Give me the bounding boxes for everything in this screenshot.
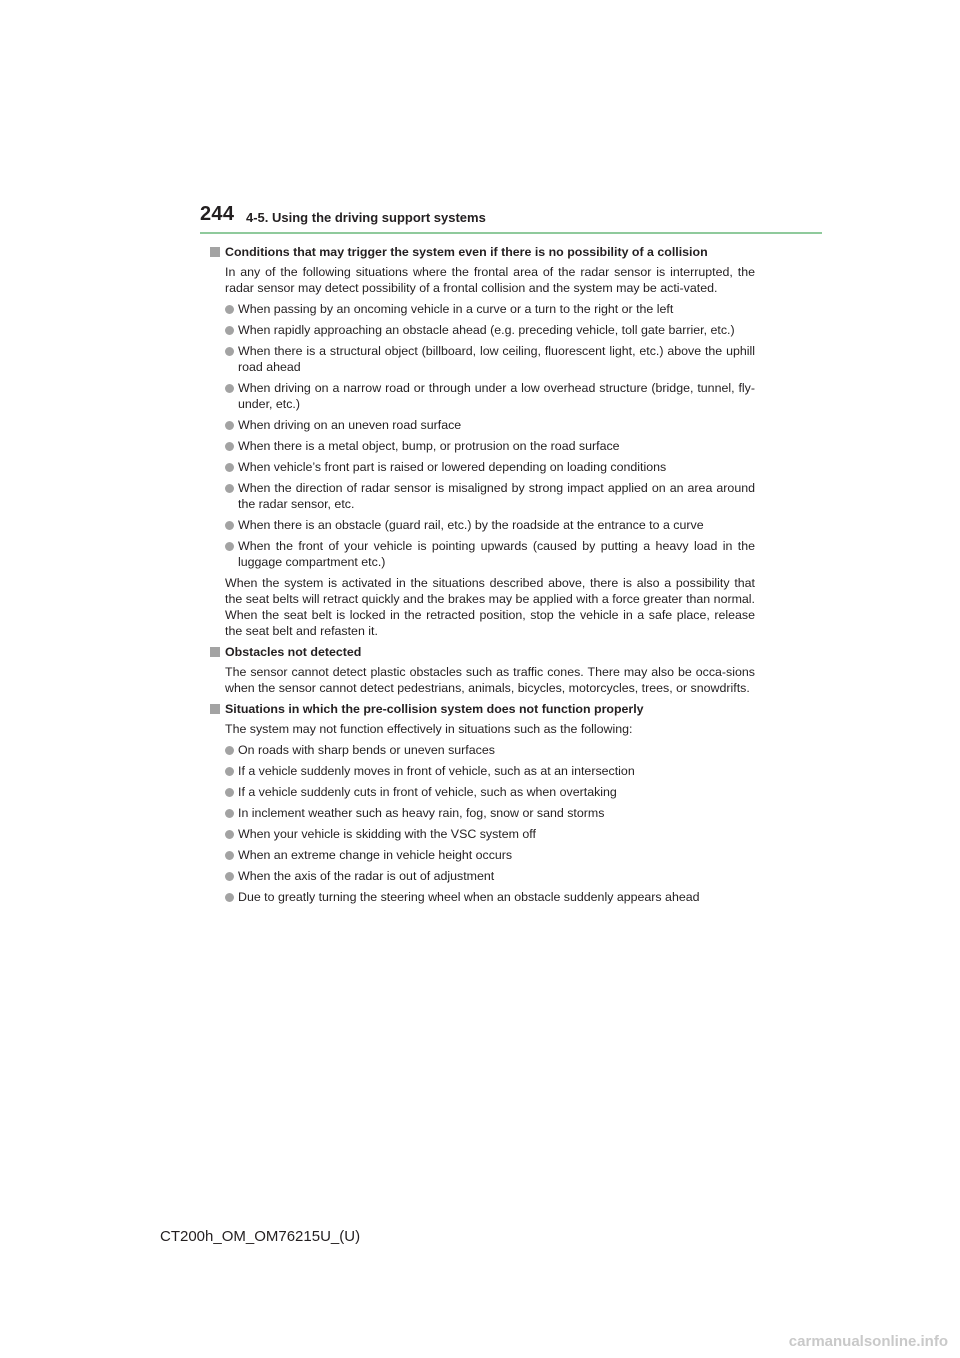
section-heading <box>210 644 755 660</box>
circle-bullet-icon <box>225 542 234 551</box>
list-item: When an extreme change in vehicle height occurs <box>210 847 755 863</box>
section-not-functioning <box>210 701 755 905</box>
paragraph: The sensor cannot detect plastic obstacles such as traffic cones. There may also be occa-sions when the sensor cannot detect pedestrians, animals, bicycles, motorcycles, trees, or snowdrifts. <box>225 665 755 695</box>
circle-bullet-icon <box>225 809 234 818</box>
list-item: Due to greatly turning the steering wheel when an obstacle suddenly appears ahead <box>210 889 755 905</box>
header-divider <box>200 232 822 234</box>
list-item: When there is a structural object (billboard, low ceiling, fluorescent light, etc.) above the uphill road ahead <box>210 343 755 375</box>
section-obstacles-not-detected <box>210 644 755 696</box>
list-item: When there is a metal object, bump, or protrusion on the road surface <box>210 438 755 454</box>
content-body <box>210 244 755 910</box>
circle-bullet-icon <box>225 521 234 530</box>
circle-bullet-icon <box>225 442 234 451</box>
list-item: When vehicle’s front part is raised or lowered depending on loading conditions <box>210 459 755 475</box>
list-item: In inclement weather such as heavy rain, fog, snow or sand storms <box>210 805 755 821</box>
list-item: When the direction of radar sensor is misaligned by strong impact applied on an area around the radar sensor, etc. <box>210 480 755 512</box>
bullet-list <box>210 742 755 905</box>
paragraph: When the system is activated in the situations described above, there is also a possibility that the seat belts will retract quickly and the brakes may be applied with a force greater than normal. When the seat belt is locked in the retracted position, stop the vehicle in a safe place, release the seat belt and refasten it. <box>225 576 755 638</box>
square-bullet-icon <box>210 704 220 714</box>
circle-bullet-icon <box>225 851 234 860</box>
section-false-triggers <box>210 244 755 639</box>
circle-bullet-icon <box>225 347 234 356</box>
list-item: When your vehicle is skidding with the VSC system off <box>210 826 755 842</box>
square-bullet-icon <box>210 647 220 657</box>
paragraph: The system may not function effectively in situations such as the following: <box>225 722 633 736</box>
list-item: If a vehicle suddenly cuts in front of vehicle, such as when overtaking <box>210 784 755 800</box>
watermark-text: carmanualsonline.info <box>788 1333 948 1350</box>
section-heading <box>210 701 755 717</box>
circle-bullet-icon <box>225 746 234 755</box>
heading-text: Situations in which the pre-collision system does not function properly <box>225 702 644 716</box>
circle-bullet-icon <box>225 384 234 393</box>
circle-bullet-icon <box>225 326 234 335</box>
circle-bullet-icon <box>225 893 234 902</box>
circle-bullet-icon <box>225 830 234 839</box>
list-item: On roads with sharp bends or uneven surfaces <box>210 742 755 758</box>
list-item: When the front of your vehicle is pointing upwards (caused by putting a heavy load in the luggage compartment etc.) <box>210 538 755 570</box>
heading-text: Conditions that may trigger the system even if there is no possibility of a collision <box>225 245 708 259</box>
page-number: 244 <box>200 203 235 225</box>
circle-bullet-icon <box>225 463 234 472</box>
circle-bullet-icon <box>225 484 234 493</box>
list-item: When passing by an oncoming vehicle in a curve or a turn to the right or the left <box>210 301 755 317</box>
circle-bullet-icon <box>225 788 234 797</box>
list-item: When the axis of the radar is out of adjustment <box>210 868 755 884</box>
document-code: CT200h_OM_OM76215U_(U) <box>160 1228 361 1245</box>
section-heading <box>210 244 755 260</box>
list-item: When driving on a narrow road or through under a low overhead structure (bridge, tunnel, fly-under, etc.) <box>210 380 755 412</box>
list-item: When driving on an uneven road surface <box>210 417 755 433</box>
page-header <box>200 203 822 235</box>
section-title: 4-5. Using the driving support systems <box>246 210 486 225</box>
circle-bullet-icon <box>225 872 234 881</box>
bullet-list <box>210 301 755 570</box>
square-bullet-icon <box>210 247 220 257</box>
list-item: When rapidly approaching an obstacle ahead (e.g. preceding vehicle, toll gate barrier, etc.) <box>210 322 755 338</box>
circle-bullet-icon <box>225 767 234 776</box>
circle-bullet-icon <box>225 305 234 314</box>
list-item: If a vehicle suddenly moves in front of vehicle, such as at an intersection <box>210 763 755 779</box>
list-item: When there is an obstacle (guard rail, etc.) by the roadside at the entrance to a curve <box>210 517 755 533</box>
paragraph: In any of the following situations where the frontal area of the radar sensor is interrupted, the radar sensor may detect possibility of a frontal collision and the system may be acti-vated. <box>225 265 755 295</box>
heading-text: Obstacles not detected <box>225 645 362 659</box>
circle-bullet-icon <box>225 421 234 430</box>
